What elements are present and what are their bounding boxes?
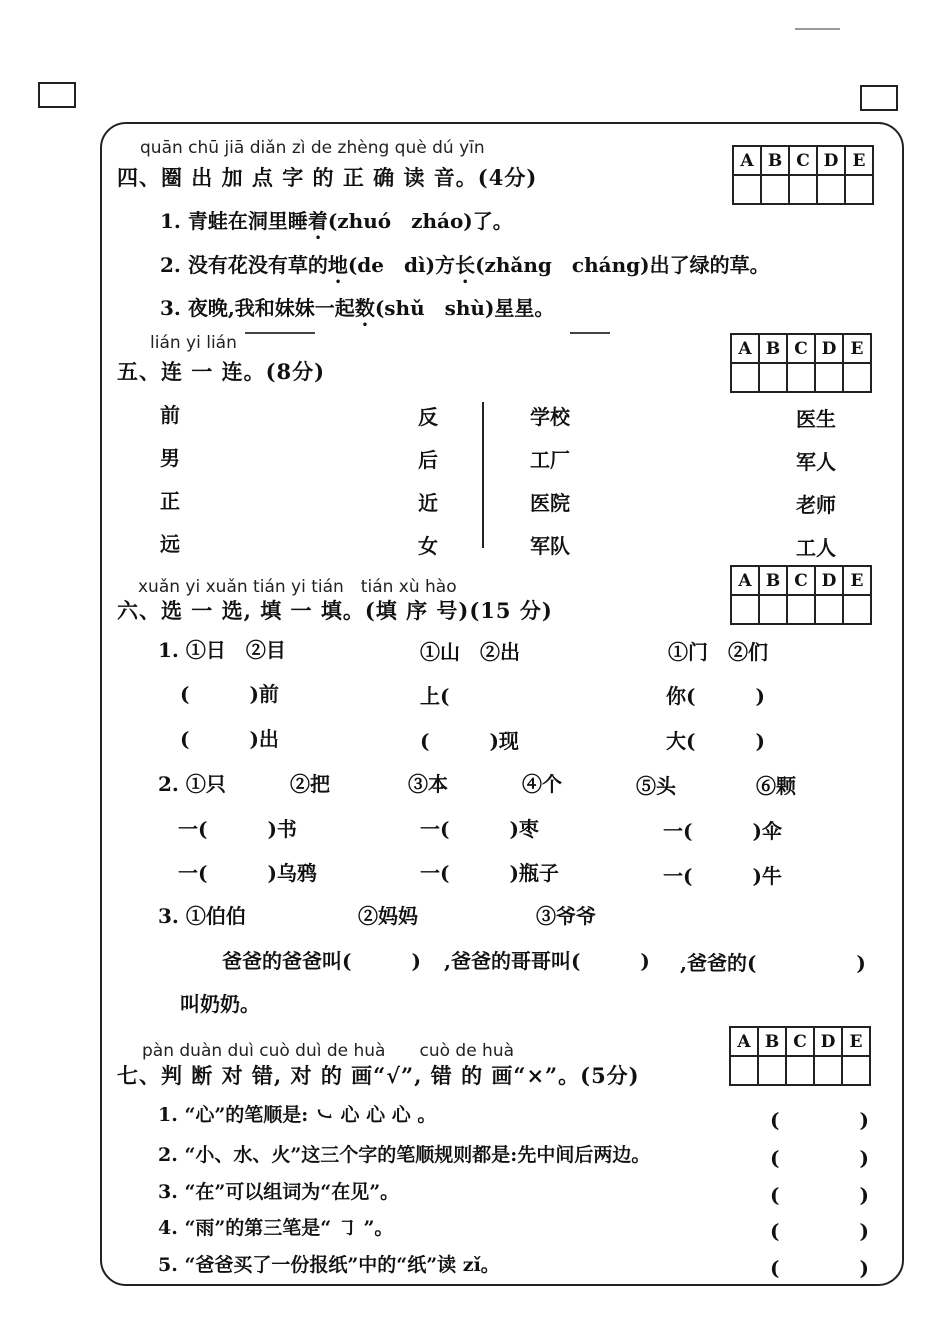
grade-cell[interactable] — [789, 175, 817, 204]
s5-divider — [482, 402, 484, 548]
s7-pinyin: pàn duàn duì cuò duì de huà cuò de huà — [142, 1041, 515, 1061]
grade-cell[interactable] — [842, 1056, 870, 1085]
s7-grade-box: A B C D E — [729, 1026, 871, 1086]
s6-g3-line1a[interactable]: 爸爸的爸爸叫( ) — [222, 949, 421, 973]
s5-c4-1[interactable]: 军人 — [796, 450, 836, 474]
grade-c: C — [789, 146, 817, 175]
s6-r2-1[interactable]: ( )现 — [420, 729, 519, 753]
grade-cell[interactable] — [786, 1056, 814, 1085]
s4-grade-box — [732, 145, 874, 205]
top-right-rule — [795, 28, 840, 30]
grade-cell[interactable] — [761, 175, 789, 204]
s6-g3-opt0: 3. ①伯伯 — [158, 904, 246, 928]
s7-answer-5[interactable]: ( ) — [770, 1256, 869, 1280]
s6-g1-label: 1. ①日 ②目 — [158, 638, 286, 662]
grade-d: D — [817, 146, 845, 175]
s6-g2-opt2: ③本 — [408, 772, 448, 796]
grade-cell[interactable] — [733, 175, 761, 204]
s5-c3-1[interactable]: 工厂 — [530, 448, 570, 472]
s5-c1-2[interactable]: 正 — [160, 489, 180, 513]
s6-g3-opt1: ②妈妈 — [358, 904, 418, 928]
s4-rule-right — [570, 332, 610, 334]
s6-r3-2[interactable]: 一( )伞 — [663, 819, 782, 843]
s6-r2-2[interactable]: 大( ) — [666, 729, 765, 753]
s5-c1-3[interactable]: 远 — [160, 532, 180, 556]
grade-cell[interactable] — [814, 1056, 842, 1085]
s6-r4-2[interactable]: 一( )牛 — [663, 864, 782, 888]
s5-grade-box: A B C D E — [730, 333, 872, 393]
s5-c2-3[interactable]: 女 — [418, 534, 438, 558]
s5-c2-1[interactable]: 后 — [418, 448, 438, 472]
s4-heading: 四、圈 出 加 点 字 的 正 确 读 音。(4分) — [117, 165, 538, 190]
grade-cell[interactable] — [843, 595, 871, 624]
s4-q3: 3. 夜晚,我和妹妹一起数(shǔ shù)星星。 — [160, 296, 555, 320]
s6-r3-0[interactable]: 一( )书 — [178, 817, 297, 841]
grade-cell[interactable] — [815, 363, 843, 392]
s6-g1-options3: ①门 ②们 — [668, 640, 768, 664]
s6-pinyin: xuǎn yi xuǎn tián yi tián tián xù hào — [138, 577, 457, 597]
s6-g2-opt1: ②把 — [290, 772, 330, 796]
s7-item-3: 3. “在”可以组词为“在见”。 — [158, 1181, 400, 1203]
s6-heading: 六、选 一 选, 填 一 填。(填 序 号)(15 分) — [117, 598, 553, 623]
s6-g3-line2: 叫奶奶。 — [180, 992, 260, 1016]
s6-g3-line1c[interactable]: ,爸爸的( ) — [680, 951, 866, 975]
grade-cell[interactable] — [787, 363, 815, 392]
s6-g1-options2: ①山 ②出 — [420, 640, 520, 664]
s5-c4-2[interactable]: 老师 — [796, 493, 836, 517]
s7-answer-2[interactable]: ( ) — [770, 1146, 869, 1170]
grade-a: A — [733, 146, 761, 175]
s4-q2: 2. 没有花没有草的地(de dì)方长(zhǎng cháng)出了绿的草。 — [160, 253, 770, 277]
grade-cell[interactable] — [815, 595, 843, 624]
s4-q1: 1. 青蛙在洞里睡着(zhuó zháo)了。 — [160, 209, 513, 233]
s5-c1-0[interactable]: 前 — [160, 403, 180, 427]
s4-rule-left — [245, 332, 315, 334]
s5-c2-2[interactable]: 近 — [418, 491, 438, 515]
grade-e: E — [845, 146, 873, 175]
s6-r4-1[interactable]: 一( )瓶子 — [420, 861, 559, 885]
s5-heading: 五、连 一 连。(8分) — [117, 359, 326, 384]
grade-cell[interactable] — [758, 1056, 786, 1085]
s5-c2-0[interactable]: 反 — [418, 405, 438, 429]
s6-g2-opt4: ⑤头 — [636, 774, 676, 798]
s7-item-5: 5. “爸爸买了一份报纸”中的“纸”读 zǐ。 — [158, 1254, 500, 1276]
s6-r4-0[interactable]: 一( )乌鸦 — [178, 861, 317, 885]
grade-cell[interactable] — [787, 595, 815, 624]
corner-mark-right — [860, 85, 898, 111]
s6-g2-opt0: 2. ①只 — [158, 772, 226, 796]
s5-c4-3[interactable]: 工人 — [796, 536, 836, 560]
s6-r1-1[interactable]: 上( — [420, 684, 450, 708]
grade-b: B — [761, 146, 789, 175]
s6-grade-box: A B C D E — [730, 565, 872, 625]
s5-c1-1[interactable]: 男 — [160, 446, 180, 470]
s7-answer-4[interactable]: ( ) — [770, 1219, 869, 1243]
s6-g2-opt3: ④个 — [522, 772, 562, 796]
s5-c4-0[interactable]: 医生 — [796, 407, 836, 431]
s7-item-2: 2. “小、水、火”这三个字的笔顺规则都是:先中间后两边。 — [158, 1144, 651, 1166]
s6-r1-0[interactable]: ( )前 — [180, 682, 279, 706]
s5-c3-3[interactable]: 军队 — [530, 534, 570, 558]
grade-cell[interactable] — [817, 175, 845, 204]
s6-g3-opt2: ③爷爷 — [536, 904, 596, 928]
grade-cell[interactable] — [845, 175, 873, 204]
s7-item-4: 4. “雨”的第三笔是“ ㇆ ”。 — [158, 1217, 394, 1239]
s7-answer-3[interactable]: ( ) — [770, 1183, 869, 1207]
s7-item-1: 1. “心”的笔顺是: ㇃ 心 心 心 。 — [158, 1104, 437, 1126]
grade-cell[interactable] — [843, 363, 871, 392]
s6-r1-2[interactable]: 你( ) — [666, 684, 765, 708]
s5-c3-2[interactable]: 医院 — [530, 491, 570, 515]
s4-pinyin: quān chū jiā diǎn zì de zhèng què dú yīn — [140, 138, 485, 158]
s5-c3-0[interactable]: 学校 — [530, 405, 570, 429]
s6-r2-0[interactable]: ( )出 — [180, 727, 279, 751]
corner-mark-left — [38, 82, 76, 108]
grade-cell[interactable] — [759, 363, 787, 392]
s6-g3-line1b[interactable]: ,爸爸的哥哥叫( ) — [444, 949, 650, 973]
grade-cell[interactable] — [759, 595, 787, 624]
s6-r3-1[interactable]: 一( )枣 — [420, 817, 539, 841]
s5-pinyin: lián yi lián — [150, 333, 237, 353]
s7-heading: 七、判 断 对 错, 对 的 画“√”, 错 的 画“×”。(5分) — [117, 1063, 640, 1088]
grade-cell[interactable] — [731, 595, 759, 624]
s7-answer-1[interactable]: ( ) — [770, 1108, 869, 1132]
s6-g2-opt5: ⑥颗 — [756, 774, 796, 798]
grade-cell[interactable] — [730, 1056, 758, 1085]
grade-cell[interactable] — [731, 363, 759, 392]
